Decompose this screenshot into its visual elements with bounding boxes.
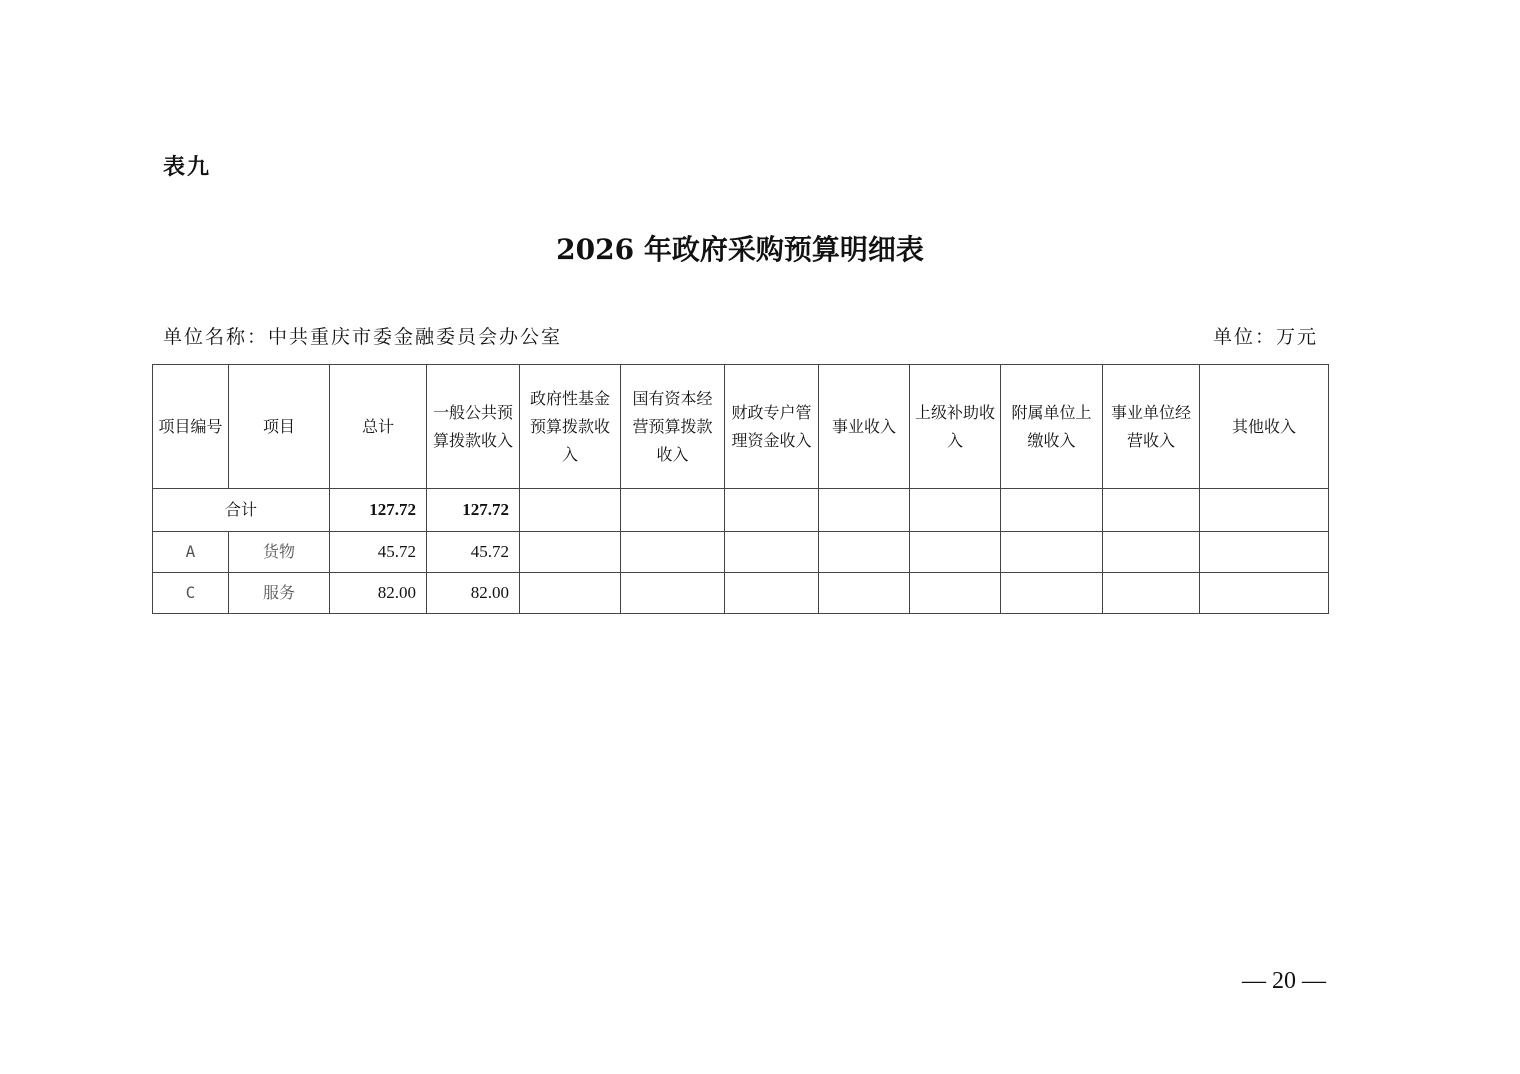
item-name: 货物	[229, 532, 330, 573]
empty-cell	[1103, 532, 1200, 573]
page-number: — 20 —	[1242, 968, 1326, 994]
item-code: A	[153, 532, 229, 573]
header-cell: 其他收入	[1200, 365, 1329, 489]
empty-cell	[1200, 532, 1329, 573]
table-label: 表九	[163, 155, 212, 180]
document-title: 2026 年政府采购预算明细表	[556, 233, 924, 266]
header-cell: 事业收入	[819, 365, 910, 489]
empty-cell	[520, 532, 621, 573]
empty-cell	[910, 532, 1001, 573]
item-total: 45.72	[330, 532, 427, 573]
empty-cell	[1103, 573, 1200, 614]
empty-cell	[1001, 532, 1103, 573]
empty-cell	[520, 489, 621, 532]
empty-cell	[910, 489, 1001, 532]
empty-cell	[1001, 489, 1103, 532]
empty-cell	[725, 532, 819, 573]
table-header-row	[153, 365, 1329, 489]
empty-cell	[621, 489, 725, 532]
empty-cell	[910, 573, 1001, 614]
header-cell: 一般公共预算拨款收入	[427, 365, 520, 489]
header-cell: 财政专户管理资金收入	[725, 365, 819, 489]
header-cell: 上级补助收入	[910, 365, 1001, 489]
empty-cell	[1200, 489, 1329, 532]
header-cell: 附属单位上缴收入	[1001, 365, 1103, 489]
header-cell: 项目编号	[153, 365, 229, 489]
total-label: 合计	[153, 489, 330, 532]
empty-cell	[819, 532, 910, 573]
total-row	[153, 489, 1329, 532]
header-cell: 项目	[229, 365, 330, 489]
total-cell: 127.72	[330, 489, 427, 532]
empty-cell	[725, 573, 819, 614]
header-cell: 总计	[330, 365, 427, 489]
total-general-cell: 127.72	[427, 489, 520, 532]
item-code: C	[153, 573, 229, 614]
empty-cell	[520, 573, 621, 614]
item-general: 82.00	[427, 573, 520, 614]
empty-cell	[1001, 573, 1103, 614]
header-cell: 事业单位经营收入	[1103, 365, 1200, 489]
empty-cell	[621, 532, 725, 573]
empty-cell	[621, 573, 725, 614]
procurement-budget-table	[152, 364, 1329, 614]
empty-cell	[819, 573, 910, 614]
item-total: 82.00	[330, 573, 427, 614]
table-row	[153, 532, 1329, 573]
item-name: 服务	[229, 573, 330, 614]
item-general: 45.72	[427, 532, 520, 573]
table-row	[153, 573, 1329, 614]
empty-cell	[819, 489, 910, 532]
unit-name: 单位名称：中共重庆市委金融委员会办公室	[163, 326, 563, 348]
empty-cell	[1200, 573, 1329, 614]
empty-cell	[725, 489, 819, 532]
meta-row	[163, 322, 1318, 350]
unit-of-measure: 单位：万元	[1212, 326, 1318, 348]
header-cell: 政府性基金预算拨款收入	[520, 365, 621, 489]
header-cell: 国有资本经营预算拨款收入	[621, 365, 725, 489]
empty-cell	[1103, 489, 1200, 532]
